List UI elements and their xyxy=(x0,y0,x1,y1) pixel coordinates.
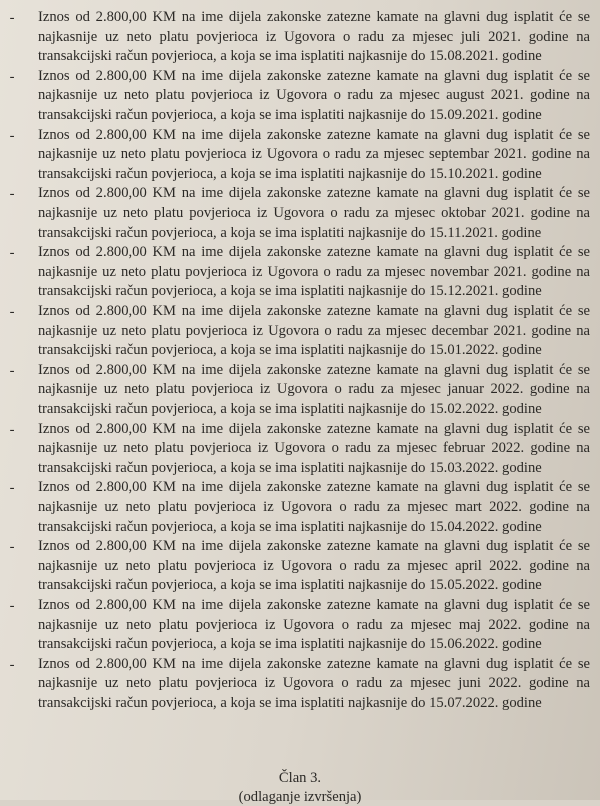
installment-clause xyxy=(9,243,590,302)
clause-text: Iznos od 2.800,00 KM na ime dijela zakonske zatezne kamate na glavni dug isplatit će se najkasnije uz neto platu povjerioca iz Ugovora o radu za mjesec oktobar 2021. godine na transakcijski račun povjerioca, a koja se ima isplatiti najkasnije do 15.11.2021. godine xyxy=(38,185,590,241)
list-bullet: - xyxy=(9,421,15,438)
installment-clause xyxy=(9,596,590,655)
installment-clause xyxy=(9,420,590,479)
clause-text: Iznos od 2.800,00 KM na ime dijela zakonske zatezne kamate na glavni dug isplatit će se najkasnije uz neto platu povjerioca iz Ugovora o radu za mjesec decembar 2021. godine na transakcijski račun povjerioca, a koja se ima isplatiti najkasnije do 15.01.2022. godine xyxy=(38,302,590,359)
article-subheading: (odlaganje izvršenja) xyxy=(238,789,362,805)
installment-clause xyxy=(9,655,590,714)
list-bullet: - xyxy=(9,186,15,203)
article-heading: Član 3. xyxy=(278,770,322,786)
list-bullet: - xyxy=(9,656,15,673)
list-bullet: - xyxy=(9,362,15,379)
installment-clause xyxy=(9,126,590,185)
clause-text: Iznos od 2.800,00 KM na ime dijela zakonske zatezne kamate na glavni dug isplatit će se najkasnije uz neto platu povjerioca iz Ugovora o radu za mjesec april 2022. godine na transakcijski račun povjerioca, a koja se ima isplatiti najkasnije do 15.05.2022. godine xyxy=(38,538,590,594)
clause-text: Iznos od 2.800,00 KM na ime dijela zakonske zatezne kamate na glavni dug isplatit će se najkasnije uz neto platu povjerioca iz Ugovora o radu za mjesec august 2021. godine na transakcijski račun povjerioca, a koja se ima isplatiti najkasnije do 15.09.2021. godine xyxy=(38,67,590,123)
clause-text: Iznos od 2.800,00 KM na ime dijela zakonske zatezne kamate na glavni dug isplatit će se najkasnije uz neto platu povjerioca iz Ugovora o radu za mjesec januar 2022. godine na transakcijski račun povjerioca, a koja se ima isplatiti najkasnije do 15.02.2022. godine xyxy=(38,361,590,417)
installment-clause xyxy=(9,184,590,243)
clause-text: Iznos od 2.800,00 KM na ime dijela zakonske zatezne kamate na glavni dug isplatit će se najkasnije uz neto platu povjerioca iz Ugovora o radu za mjesec novembar 2021. godine na transakcijski račun povjerioca, a koja se ima isplatiti najkasnije do 15.12.2021. godine xyxy=(38,244,590,300)
list-bullet: - xyxy=(9,539,15,556)
installment-clause xyxy=(9,302,590,361)
list-bullet: - xyxy=(9,127,15,144)
clause-text: Iznos od 2.800,00 KM na ime dijela zakonske zatezne kamate na glavni dug isplatit će se najkasnije uz neto platu povjerioca iz Ugovora o radu za mjesec maj 2022. godine na transakcijski račun povjerioca, a koja se ima isplatiti najkasnije do 15.06.2022. godine xyxy=(38,596,590,653)
installment-clause xyxy=(9,361,590,420)
clause-text: Iznos od 2.800,00 KM na ime dijela zakonske zatezne kamate na glavni dug isplatit će se najkasnije uz neto platu povjerioca iz Ugovora o radu za mjesec juni 2022. godine na transakcijski račun povjerioca, a koja se ima isplatiti najkasnije do 15.07.2022. godine xyxy=(38,655,590,711)
installment-clause xyxy=(9,8,590,67)
installment-clause-list xyxy=(9,8,590,714)
clause-text: Iznos od 2.800,00 KM na ime dijela zakonske zatezne kamate na glavni dug isplatit će se najkasnije uz neto platu povjerioca iz Ugovora o radu za mjesec mart 2022. godine na transakcijski račun povjerioca, a koja se ima isplatiti najkasnije do 15.04.2022. godine xyxy=(38,479,590,535)
installment-clause xyxy=(9,67,590,126)
list-bullet: - xyxy=(9,245,15,262)
list-bullet: - xyxy=(9,597,15,614)
list-bullet: - xyxy=(9,303,15,320)
installment-clause xyxy=(9,537,590,596)
clause-text: Iznos od 2.800,00 KM na ime dijela zakonske zatezne kamate na glavni dug isplatit će se najkasnije uz neto platu povjerioca iz Ugovora o radu za mjesec juli 2021. godine na transakcijski račun povjerioca, a koja se ima isplatiti najkasnije do 15.08.2021. godine xyxy=(38,9,590,65)
clause-text: Iznos od 2.800,00 KM na ime dijela zakonske zatezne kamate na glavni dug isplatit će se najkasnije uz neto platu povjerioca iz Ugovora o radu za mjesec septembar 2021. godine na transakcijski račun povjerioca, a koja se ima isplatiti najkasnije do 15.10.2021. godine xyxy=(38,126,590,182)
clause-text: Iznos od 2.800,00 KM na ime dijela zakonske zatezne kamate na glavni dug isplatit će se najkasnije uz neto platu povjerioca iz Ugovora o radu za mjesec februar 2022. godine na transakcijski račun povjerioca, a koja se ima isplatiti najkasnije do 15.03.2022. godine xyxy=(38,420,590,476)
list-bullet: - xyxy=(9,480,15,497)
list-bullet: - xyxy=(9,10,15,26)
installment-clause xyxy=(9,478,590,537)
list-bullet: - xyxy=(9,68,15,85)
